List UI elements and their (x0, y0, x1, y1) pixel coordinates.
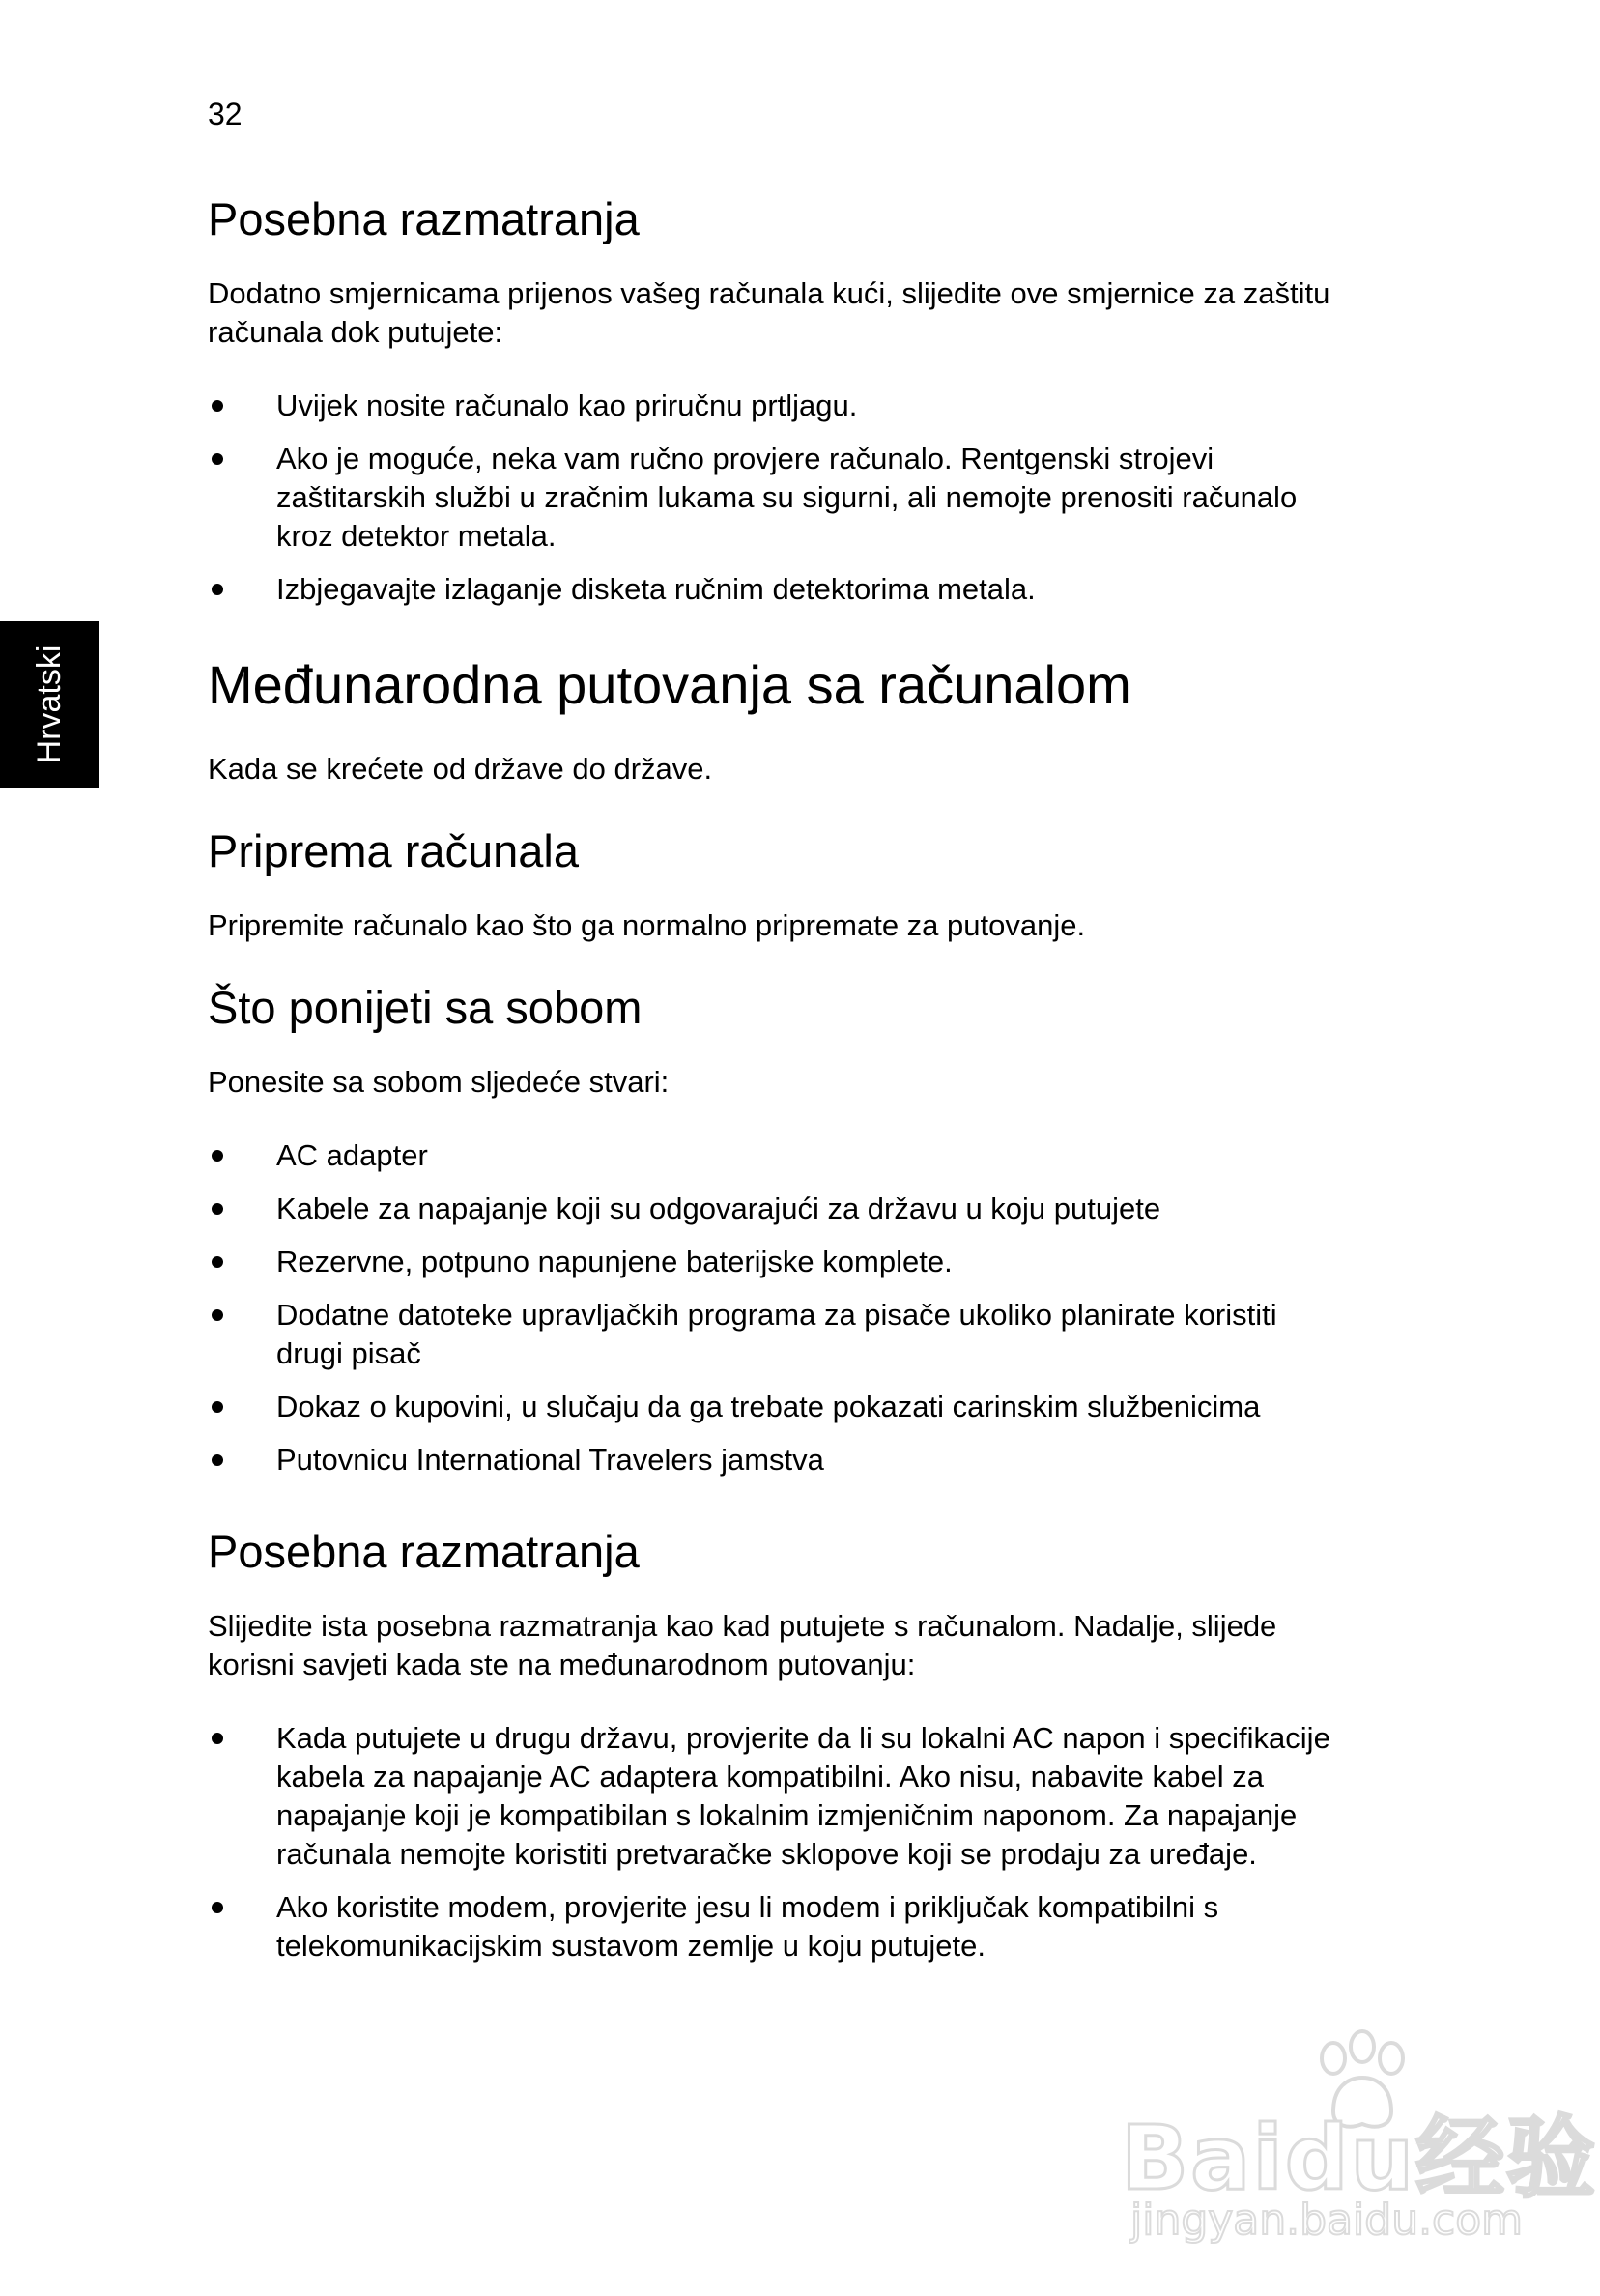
list-item-text: Putovnicu International Travelers jamstva (276, 1443, 824, 1477)
list-item (208, 440, 1348, 556)
watermark-brand: Baidu经验 (1121, 2107, 1598, 2210)
chapter-heading-international-travel: Međunarodna putovanja sa računalom (208, 654, 1131, 715)
section-heading-what-to-bring: Što ponijeti sa sobom (208, 982, 643, 1033)
side-tab-label: Hrvatski (31, 645, 68, 764)
list-item (208, 1441, 1348, 1479)
bullet-list (208, 387, 1348, 609)
language-side-tab (0, 621, 99, 788)
bullet-icon (212, 1150, 223, 1162)
section-heading-special-considerations-international: Posebna razmatranja (208, 1526, 640, 1577)
bullet-icon (212, 1203, 223, 1215)
list-item (208, 1190, 1348, 1228)
watermark-url: jingyan.baidu.com (1130, 2196, 1524, 2245)
section-intro: Slijedite ista posebna razmatranja kao kad putujete s računalom. Nadalje, slijede korisni savjeti kada ste na međunarodnom putovanju: (208, 1609, 1277, 1681)
list-item (208, 1719, 1348, 1874)
section-intro: Kada se krećete od države do države. (208, 752, 713, 786)
bullet-icon (212, 584, 223, 595)
page-content (208, 191, 1348, 2010)
list-item-text: Rezervne, potpuno napunjene baterijske komplete. (276, 1245, 953, 1278)
bullet-icon (212, 1902, 223, 1913)
list-item (208, 1243, 1348, 1281)
bullet-icon (212, 453, 223, 465)
list-item-text: Dodatne datoteke upravljačkih programa za pisače ukoliko planirate koristiti drugi pisač (276, 1298, 1277, 1370)
bullet-icon (212, 1401, 223, 1413)
bullet-list (208, 1136, 1348, 1479)
list-item (208, 1296, 1348, 1373)
list-item-text: Uvijek nosite računalo kao priručnu prtljagu. (276, 388, 858, 422)
section-heading-special-considerations: Posebna razmatranja (208, 193, 640, 244)
list-item (208, 387, 1348, 425)
section-intro: Ponesite sa sobom sljedeće stvari: (208, 1065, 670, 1099)
page-number: 32 (208, 97, 243, 131)
section-intro: Pripremite računalo kao što ga normalno pripremate za putovanje. (208, 908, 1086, 942)
bullet-icon (212, 400, 223, 412)
list-item-text: AC adapter (276, 1138, 428, 1172)
list-item (208, 1888, 1348, 1966)
bullet-icon (212, 1733, 223, 1744)
list-item-text: Kada putujete u drugu državu, provjerite da li su lokalni AC napon i specifikacije kabela za napajanje AC adaptera kompatibilni. Ako nisu, nabavite kabel za napajanje koji je kompatibilan s lokalnim izmjeničnim naponom. Za napajanje računala nemojte koristiti pretvaračke sklopove koji se prodaju za uređaje. (276, 1721, 1330, 1871)
section-intro: Dodatno smjernicama prijenos vašeg računala kući, slijedite ove smjernice za zaštitu računala dok putujete: (208, 276, 1330, 349)
list-item (208, 570, 1348, 609)
list-item-text: Izbjegavajte izlaganje disketa ručnim detektorima metala. (276, 572, 1036, 606)
baidu-watermark (1121, 2029, 1598, 2245)
bullet-list (208, 1719, 1348, 1966)
bullet-icon (212, 1454, 223, 1466)
bullet-icon (212, 1309, 223, 1321)
bullet-icon (212, 1256, 223, 1268)
list-item (208, 1388, 1348, 1426)
list-item-text: Kabele za napajanje koji su odgovarajući za državu u koju putujete (276, 1191, 1161, 1225)
list-item (208, 1136, 1348, 1175)
list-item-text: Ako je moguće, neka vam ručno provjere računalo. Rentgenski strojevi zaštitarskih službi u zračnim lukama su sigurni, ali nemojte prenositi računalo kroz detektor metala. (276, 442, 1298, 553)
section-heading-preparing-computer: Priprema računala (208, 825, 580, 876)
list-item-text: Dokaz o kupovini, u slučaju da ga trebate pokazati carinskim službenicima (276, 1390, 1261, 1423)
list-item-text: Ako koristite modem, provjerite jesu li modem i priključak kompatibilni s telekomunikacijskim sustavom zemlje u koju putujete. (276, 1890, 1219, 1963)
